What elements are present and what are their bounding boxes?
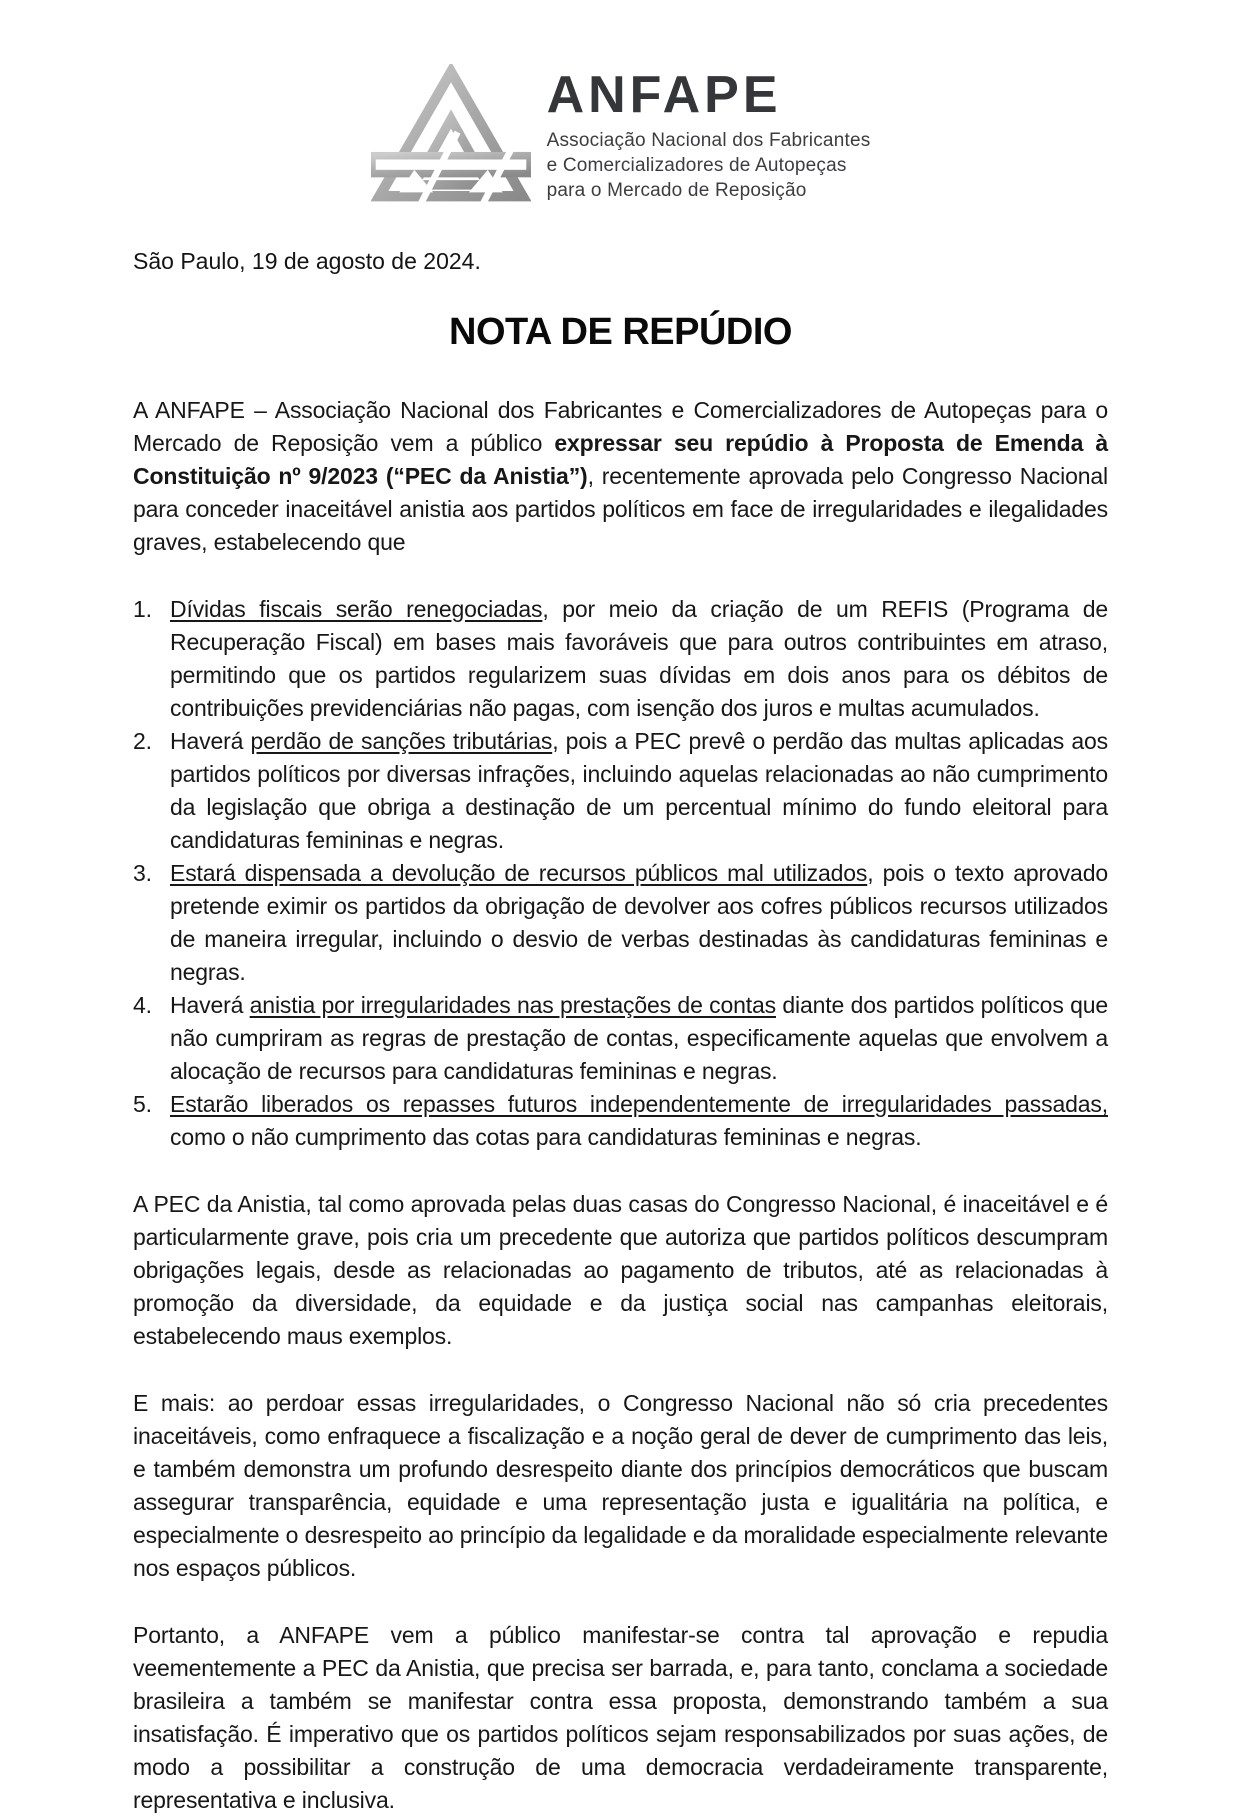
list-number: 5. bbox=[133, 1091, 152, 1117]
text-segment: Haverá bbox=[170, 728, 251, 754]
text-segment: diante dos partidos políticos que não cumpriram as regras de prestação de contas, especificamente aquelas que envolvem a alocação de recursos para candidaturas femininas e negras. bbox=[170, 992, 1108, 1084]
text-segment: anistia por irregularidades nas prestações de contas bbox=[249, 992, 776, 1018]
document-title: NOTA DE REPÚDIO bbox=[449, 311, 792, 353]
text-segment: , recentemente aprovada pelo Congresso Nacional para conceder inaceitável anistia aos partidos políticos em face de irregularidades e ilegalidades graves, estabelecendo que bbox=[133, 463, 1108, 555]
brand-name: ANFAPE bbox=[546, 65, 782, 124]
list-item-text bbox=[170, 1088, 1108, 1154]
list-number: 1. bbox=[133, 596, 152, 622]
list-number: 2. bbox=[133, 728, 152, 754]
paragraph bbox=[133, 1619, 1108, 1817]
numbered-list bbox=[133, 593, 1108, 1154]
list-item bbox=[133, 725, 1108, 857]
text-segment: , pois o texto aprovado pretende eximir os partidos da obrigação de devolver aos cofres públicos recursos utilizados de maneira irregular, incluindo o desvio de verbas destinadas às candidaturas femininas e negras. bbox=[170, 860, 1108, 985]
text-segment: expressar seu repúdio à Proposta de Emenda à Constituição nº 9/2023 (“PEC da Anistia”) bbox=[133, 430, 1108, 489]
paragraph bbox=[133, 394, 1108, 559]
text-segment: Portanto, a ANFAPE vem a público manifestar-se contra tal aprovação e repudia veementemente a PEC da Anistia, que precisa ser barrada, e, para tanto, conclama a sociedade brasileira a também se manifestar contra essa proposta, demonstrando também a sua insatisfação. É imperativo que os partidos políticos sejam responsabilizados por suas ações, de modo a possibilitar a construção de uma democracia verdadeiramente transparente, representativa e inclusiva. bbox=[133, 1622, 1108, 1813]
anfape-triangle-logo-icon bbox=[371, 64, 531, 206]
list-item bbox=[133, 1088, 1108, 1154]
brand-tagline bbox=[547, 128, 871, 203]
document-body bbox=[133, 394, 1108, 1817]
list-item-text bbox=[170, 857, 1108, 989]
text-segment: perdão de sanções tributárias bbox=[250, 728, 553, 754]
text-segment: Estarão liberados os repasses futuros independentemente de irregularidades passadas, bbox=[170, 1091, 1108, 1117]
logo-text-block bbox=[546, 65, 871, 203]
text-segment: A ANFAPE – Associação Nacional dos Fabricantes e Comercializadores de Autopeças para o Mercado de Reposição vem a público bbox=[133, 397, 1108, 456]
list-item-text bbox=[170, 989, 1108, 1088]
anfape-logo bbox=[261, 64, 981, 206]
list-item bbox=[133, 989, 1108, 1088]
list-item-text bbox=[170, 725, 1108, 857]
paragraph bbox=[133, 1387, 1108, 1585]
text-segment: Haverá bbox=[170, 992, 250, 1018]
text-segment: , pois a PEC prevê o perdão das multas aplicadas aos partidos políticos por diversas infrações, incluindo aquelas relacionadas ao não cumprimento da legislação que obriga a destinação de um percentual mínimo do fundo eleitoral para candidaturas femininas e negras. bbox=[170, 728, 1109, 853]
list-item-text bbox=[170, 593, 1108, 725]
text-segment: Dívidas fiscais serão renegociadas bbox=[170, 596, 543, 622]
text-segment: como o não cumprimento das cotas para candidaturas femininas e negras. bbox=[170, 1124, 922, 1150]
text-segment: A PEC da Anistia, tal como aprovada pelas duas casas do Congresso Nacional, é inaceitável e é particularmente grave, pois cria um precedente que autoriza que partidos políticos descumpram obrigações legais, desde as relacionadas ao pagamento de tributos, até as relacionadas à promoção da diversidade, da equidade e da justiça social nas campanhas eleitorais, estabelecendo maus exemplos. bbox=[133, 1191, 1108, 1349]
text-segment: E mais: ao perdoar essas irregularidades, o Congresso Nacional não só cria precedentes inaceitáveis, como enfraquece a fiscalização e a noção geral de dever de cumprimento das leis, e também demonstra um profundo desrespeito diante dos princípios democráticos que buscam assegurar transparência, equidade e uma representação justa e igualitária na política, e especialmente o desrespeito ao princípio da legalidade e da moralidade especialmente relevante nos espaços públicos. bbox=[133, 1390, 1108, 1581]
list-number: 3. bbox=[133, 860, 152, 886]
list-item bbox=[133, 593, 1108, 725]
list-number: 4. bbox=[133, 992, 152, 1018]
list-item bbox=[133, 857, 1108, 989]
paragraph bbox=[133, 1188, 1108, 1353]
tagline-line-3: para o Mercado de Reposição bbox=[546, 179, 807, 201]
tagline-line-2: e Comercializadores de Autopeças bbox=[546, 154, 847, 176]
text-segment: , por meio da criação de um REFIS (Programa de Recuperação Fiscal) em bases mais favoráveis que para outros contribuintes em atraso, permitindo que os partidos regularizem suas dívidas em dois anos para os débitos de contribuições previdenciárias não pagas, com isenção dos juros e multas acumulados. bbox=[170, 596, 1108, 721]
date-line: São Paulo, 19 de agosto de 2024. bbox=[133, 248, 481, 274]
tagline-line-1: Associação Nacional dos Fabricantes bbox=[546, 129, 871, 151]
text-segment: Estará dispensada a devolução de recursos públicos mal utilizados bbox=[170, 860, 868, 886]
